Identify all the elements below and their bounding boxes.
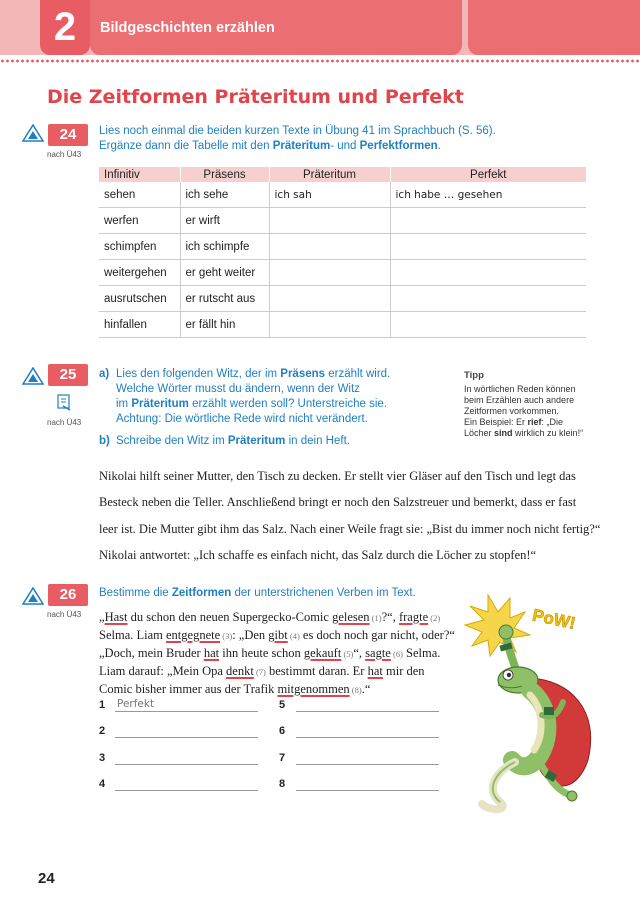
story-line: Besteck neben die Teller. Anschließend bringt er noch den Salzstreuer und bemerkt, dass er fast	[99, 495, 577, 509]
answer-number: 3	[99, 752, 106, 764]
exercise-ref-26: nach Ü43	[47, 610, 82, 619]
cell-perfekt[interactable]: ich habe … gesehen	[390, 182, 586, 208]
chapter-number: 2	[40, 0, 90, 55]
exercise-26-instructions: Bestimme die Zeitformen der unterstrichenen Verben im Text.	[99, 587, 416, 599]
exercise-24-instructions: Lies noch einmal die beiden kurzen Texte in Übung 41 im Sprachbuch (S. 56). Ergänze dann die Tabelle mit den Präteritum- und Perfektformen.	[99, 125, 496, 152]
cell-praeteritum[interactable]	[269, 208, 390, 234]
answer-number: 1	[99, 699, 106, 711]
story-line: Nikolai antwortet: „Ich schaffe es einfach nicht, das Salz durch die Löcher zu stopfen!“	[99, 548, 537, 562]
verb-table	[99, 167, 586, 338]
story-line: Nikolai hilft seiner Mutter, den Tisch zu decken. Er stellt vier Gläser auf den Tisch und legt das	[99, 469, 576, 483]
table-row	[99, 182, 586, 208]
cell-praeteritum[interactable]	[269, 312, 390, 338]
answer-number: 4	[99, 778, 106, 790]
chapter-title: Bildgeschichten erzählen	[100, 20, 275, 36]
tipp-title: Tipp	[464, 370, 484, 381]
answer-line[interactable]	[296, 764, 439, 765]
answer-number: 8	[279, 778, 286, 790]
cell-praesens: ich sehe	[180, 182, 269, 208]
table-row	[99, 260, 586, 286]
cell-praeteritum[interactable]	[269, 286, 390, 312]
exercise-ref-24: nach Ü43	[47, 150, 82, 159]
cell-infinitiv: weitergehen	[99, 260, 180, 286]
answer-line[interactable]	[115, 711, 258, 712]
cell-praeteritum[interactable]	[269, 234, 390, 260]
difficulty-triangle-icon	[22, 367, 44, 385]
cell-infinitiv: ausrutschen	[99, 286, 180, 312]
cell-infinitiv: hinfallen	[99, 312, 180, 338]
table-header: Präsens	[180, 167, 269, 182]
table-row	[99, 234, 586, 260]
page-title: Die Zeitformen Präteritum und Perfekt	[47, 86, 464, 108]
table-header: Infinitiv	[99, 167, 180, 182]
cell-praesens: ich schimpfe	[180, 234, 269, 260]
exercise-number-25: 25	[48, 364, 88, 386]
table-row	[99, 286, 586, 312]
supergecko-illustration	[460, 590, 620, 815]
cell-praeteritum[interactable]: ich sah	[269, 182, 390, 208]
table-row	[99, 312, 586, 338]
cell-perfekt[interactable]	[390, 312, 586, 338]
dotted-divider	[0, 59, 640, 63]
cell-infinitiv: werfen	[99, 208, 180, 234]
cell-perfekt[interactable]	[390, 286, 586, 312]
tipp-box: Tipp In wörtlichen Reden können beim Erzählen auch andere Zeitformen vorkommen. Ein Beispiel: Er rief: „Die Löcher sind wirklich zu klein!“	[464, 370, 614, 439]
exercise-ref-25: nach Ü43	[47, 418, 82, 427]
answer-line[interactable]	[296, 790, 439, 791]
answer-number: 2	[99, 725, 106, 737]
cell-praesens: er fällt hin	[180, 312, 269, 338]
exercise-25-instructions: a) Lies den folgenden Witz, der im Präsens erzählt wird. Welche Wörter musst du ändern, wenn der Witz im Präteritum erzählt werden soll? Unterstreiche sie. Achtung: Die wörtliche Rede wird nicht verändert. b) Schreibe den Witz im Präteritum in dein Heft.	[99, 368, 391, 447]
notebook-write-icon	[56, 393, 72, 411]
answer-line[interactable]	[115, 737, 258, 738]
answer-number: 7	[279, 752, 286, 764]
answer-line[interactable]	[296, 711, 439, 712]
cell-praesens: er wirft	[180, 208, 269, 234]
pow-text: PoW!	[530, 605, 578, 634]
cell-infinitiv: sehen	[99, 182, 180, 208]
cell-perfekt[interactable]	[390, 234, 586, 260]
dialogue-text: „Hast du schon den neuen Supergecko-Comic gelesen (1)?“, fragte (2) Selma. Liam entgegnete (3): „Den gibt (4) es doch noch gar nicht, oder?“ „Doch, mein Bruder hat ihn heute schon gekauft (5)“, sagte (6) Selma. Liam darauf: „Mein Opa denkt (7) bestimmt daran. Er hat mir den Comic bisher immer aus der Trafik mitgenommen (8).“	[99, 610, 455, 696]
answer-number: 6	[279, 725, 286, 737]
difficulty-triangle-icon	[22, 124, 44, 142]
cell-praesens: er rutscht aus	[180, 286, 269, 312]
table-header: Präteritum	[269, 167, 390, 182]
exercise-number-26: 26	[48, 584, 88, 606]
cell-perfekt[interactable]	[390, 260, 586, 286]
difficulty-triangle-icon	[22, 587, 44, 605]
answer-value[interactable]: Perfekt	[117, 698, 155, 710]
answer-line[interactable]	[296, 737, 439, 738]
table-row	[99, 208, 586, 234]
story-line: leer ist. Die Mutter gibt ihm das Salz. Nach einer Weile fragt sie: „Bist du immer noch nicht fertig?“	[99, 522, 601, 536]
answer-number: 5	[279, 699, 286, 711]
cell-praeteritum[interactable]	[269, 260, 390, 286]
answer-line[interactable]	[115, 790, 258, 791]
answer-line[interactable]	[115, 764, 258, 765]
header-side-tab	[468, 0, 640, 55]
page-number: 24	[38, 870, 55, 887]
cell-praesens: er geht weiter	[180, 260, 269, 286]
cell-infinitiv: schimpfen	[99, 234, 180, 260]
table-header: Perfekt	[390, 167, 586, 182]
cell-perfekt[interactable]	[390, 208, 586, 234]
exercise-number-24: 24	[48, 124, 88, 146]
